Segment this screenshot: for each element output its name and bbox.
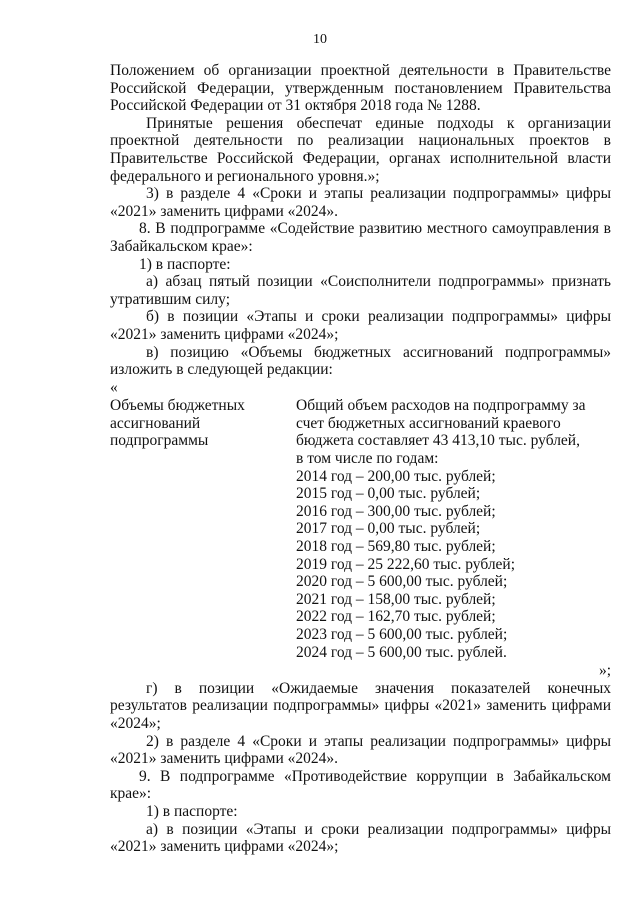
- table-right-line: в том числе по годам:: [296, 450, 439, 468]
- year-line: 2017 год – 0,00 тыс. рублей;: [296, 520, 481, 538]
- paragraph: 1) в паспорте:: [139, 255, 231, 273]
- year-line: 2014 год – 200,00 тыс. рублей;: [296, 467, 496, 485]
- year-line: 2019 год – 25 222,60 тыс. рублей;: [296, 555, 516, 573]
- year-line: 2018 год – 569,80 тыс. рублей;: [296, 538, 496, 556]
- paragraph: а) абзац пятый позиции «Соисполнители подпрограммы» признать утратившим силу;: [110, 273, 611, 308]
- year-line: 2020 год – 5 600,00 тыс. рублей;: [296, 573, 508, 591]
- year-line: 2021 год – 158,00 тыс. рублей;: [296, 590, 496, 608]
- paragraph: 2) в разделе 4 «Сроки и этапы реализации подпрограммы» цифры «2021» заменить цифрами «2024».: [110, 732, 611, 768]
- paragraph: б) в позиции «Этапы и сроки реализации подпрограммы» цифры «2021» заменить цифрами «2024»;: [110, 308, 611, 343]
- year-line: 2015 год – 0,00 тыс. рублей;: [296, 485, 481, 503]
- paragraph: в) позицию «Объемы бюджетных ассигнований подпрограммы» изложить в следующей редакции:: [110, 343, 611, 379]
- table-left-cell: [110, 397, 296, 661]
- page-number: 10: [313, 32, 327, 47]
- paragraph: а) в позиции «Этапы и сроки реализации подпрограммы» цифры «2021» заменить цифрами «2024»;: [110, 820, 611, 856]
- year-line: 2023 год – 5 600,00 тыс. рублей;: [296, 626, 508, 643]
- paragraph: 3) в разделе 4 «Сроки и этапы реализации подпрограммы» цифры «2021» заменить цифрами «2024».: [110, 185, 611, 220]
- paragraph: Принятые решения обеспечат единые подходы к организации проектной деятельности по реализации национальных проектов в Правительстве Российской Федерации, органах исполнительной власти федерального и регионального уровня.»;: [110, 114, 611, 185]
- table-left-line: ассигнований: [110, 414, 201, 432]
- table-right-line: счет бюджетных ассигнований краевого: [296, 414, 561, 432]
- year-line: 2024 год – 5 600,00 тыс. рублей.: [296, 643, 507, 661]
- table-right-line: Общий объем расходов на подпрограмму за: [296, 397, 586, 415]
- paragraph: 9. В подпрограмме «Противодействие коррупции в Забайкальском крае»:: [110, 767, 611, 803]
- close-quote: »;: [598, 662, 611, 680]
- table-right-line: бюджета составляет 43 413,10 тыс. рублей,: [296, 432, 580, 450]
- table-left-line: Объемы бюджетных: [110, 397, 245, 415]
- open-quote: «: [110, 378, 118, 396]
- paragraph: 8. В подпрограмме «Содействие развитию местного самоуправления в Забайкальском крае»:: [110, 220, 611, 255]
- paragraph: Положением об организации проектной деятельности в Правительстве Российской Федерации, утвержденным постановлением Правительства Российской Федерации от 31 октября 2018 года № 1288.: [110, 62, 611, 115]
- document-body: [110, 62, 611, 856]
- table-left-line: подпрограммы: [110, 432, 209, 450]
- passport-table: [110, 397, 611, 661]
- table-right-cell: [296, 397, 611, 661]
- paragraph: 1) в паспорте:: [146, 802, 238, 820]
- year-line: 2022 год – 162,70 тыс. рублей;: [296, 608, 496, 626]
- paragraph: г) в позиции «Ожидаемые значения показателей конечных результатов реализации подпрограммы» цифры «2021» заменить цифрами «2024»;: [110, 679, 611, 732]
- year-line: 2016 год – 300,00 тыс. рублей;: [296, 502, 496, 520]
